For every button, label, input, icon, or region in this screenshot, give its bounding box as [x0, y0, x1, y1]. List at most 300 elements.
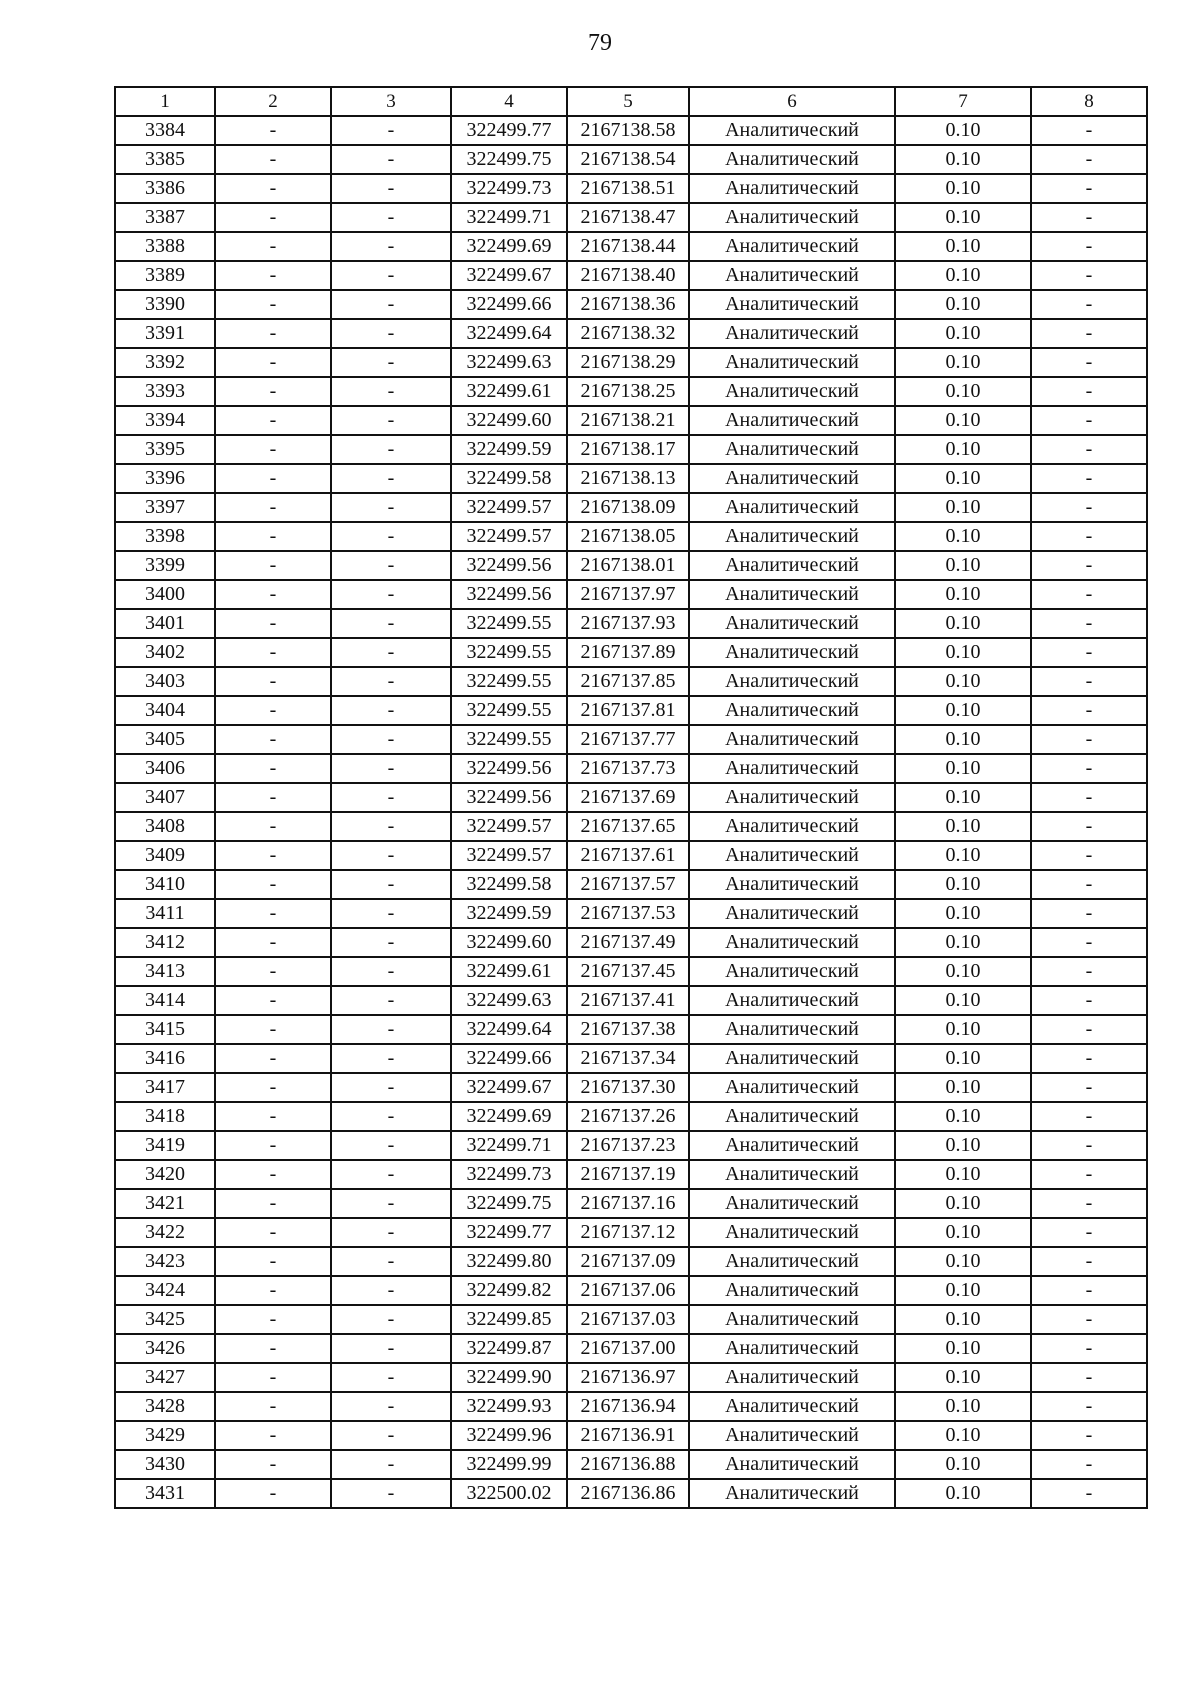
table-row	[115, 348, 1147, 377]
table-cell: Аналитический	[689, 174, 895, 203]
table-cell: -	[1031, 406, 1147, 435]
table-cell: 322499.63	[451, 986, 567, 1015]
table-cell: Аналитический	[689, 1450, 895, 1479]
table-cell: 0.10	[895, 667, 1031, 696]
table-cell: 0.10	[895, 493, 1031, 522]
table-cell: 322499.57	[451, 493, 567, 522]
table-cell: 0.10	[895, 174, 1031, 203]
table-cell: Аналитический	[689, 1392, 895, 1421]
table-cell: 0.10	[895, 928, 1031, 957]
table-cell: -	[331, 667, 451, 696]
table-row	[115, 1218, 1147, 1247]
table-cell: 2167137.85	[567, 667, 689, 696]
table-cell: -	[215, 348, 331, 377]
table-cell: -	[331, 290, 451, 319]
table-cell: 322500.02	[451, 1479, 567, 1508]
table-cell: -	[331, 1392, 451, 1421]
table-cell: -	[215, 1334, 331, 1363]
table-cell: 3392	[115, 348, 215, 377]
table-cell: -	[1031, 928, 1147, 957]
table-cell: 0.10	[895, 1392, 1031, 1421]
table-cell: -	[331, 1218, 451, 1247]
table-cell: -	[331, 1334, 451, 1363]
table-cell: 3403	[115, 667, 215, 696]
table-cell: 0.10	[895, 609, 1031, 638]
table-row	[115, 116, 1147, 145]
table-cell: 2167137.73	[567, 754, 689, 783]
table-row	[115, 1247, 1147, 1276]
table-cell: 3404	[115, 696, 215, 725]
page-number: 79	[588, 30, 612, 56]
table-cell: -	[1031, 1392, 1147, 1421]
table-row	[115, 957, 1147, 986]
table-cell: -	[215, 696, 331, 725]
table-cell: 0.10	[895, 841, 1031, 870]
table-row	[115, 1479, 1147, 1508]
column-header: 1	[115, 87, 215, 116]
table-cell: -	[331, 1015, 451, 1044]
table-cell: -	[1031, 841, 1147, 870]
table-cell: Аналитический	[689, 232, 895, 261]
table-cell: 322499.71	[451, 203, 567, 232]
table-cell: 3412	[115, 928, 215, 957]
table-cell: 2167137.57	[567, 870, 689, 899]
table-cell: 322499.77	[451, 1218, 567, 1247]
table-cell: 0.10	[895, 783, 1031, 812]
table-cell: -	[331, 232, 451, 261]
table-row	[115, 1392, 1147, 1421]
table-cell: 322499.58	[451, 464, 567, 493]
table-cell: -	[215, 928, 331, 957]
table-cell: 3385	[115, 145, 215, 174]
table-cell: 3401	[115, 609, 215, 638]
table-cell: -	[331, 145, 451, 174]
table-cell: 3391	[115, 319, 215, 348]
table-row	[115, 1073, 1147, 1102]
table-cell: -	[331, 1276, 451, 1305]
table-cell: 0.10	[895, 522, 1031, 551]
table-cell: 322499.75	[451, 1189, 567, 1218]
table-cell: 2167137.09	[567, 1247, 689, 1276]
table-cell: Аналитический	[689, 348, 895, 377]
table-cell: -	[215, 754, 331, 783]
table-cell: 3423	[115, 1247, 215, 1276]
table-cell: -	[1031, 1334, 1147, 1363]
table-cell: -	[215, 986, 331, 1015]
table-cell: 3395	[115, 435, 215, 464]
table-cell: 322499.60	[451, 406, 567, 435]
table-cell: -	[1031, 1015, 1147, 1044]
table-cell: 322499.80	[451, 1247, 567, 1276]
table-cell: Аналитический	[689, 1189, 895, 1218]
table-header-row	[115, 87, 1147, 116]
table-cell: Аналитический	[689, 667, 895, 696]
table-cell: 3398	[115, 522, 215, 551]
table-cell: 0.10	[895, 638, 1031, 667]
table-cell: Аналитический	[689, 580, 895, 609]
table-cell: -	[1031, 1131, 1147, 1160]
table-row	[115, 435, 1147, 464]
table-cell: -	[1031, 435, 1147, 464]
table-row	[115, 1015, 1147, 1044]
table-cell: 322499.73	[451, 1160, 567, 1189]
table-cell: -	[1031, 725, 1147, 754]
table-cell: 2167137.41	[567, 986, 689, 1015]
table-row	[115, 1131, 1147, 1160]
table-cell: 0.10	[895, 464, 1031, 493]
table-cell: -	[331, 551, 451, 580]
table-cell: Аналитический	[689, 203, 895, 232]
table-cell: -	[1031, 638, 1147, 667]
table-cell: Аналитический	[689, 783, 895, 812]
table-cell: -	[215, 1015, 331, 1044]
table-cell: -	[215, 522, 331, 551]
table-cell: -	[215, 1044, 331, 1073]
table-row	[115, 1044, 1147, 1073]
table-cell: 322499.55	[451, 667, 567, 696]
table-cell: -	[331, 377, 451, 406]
coordinates-table	[114, 86, 1148, 1509]
table-row	[115, 754, 1147, 783]
table-cell: -	[1031, 957, 1147, 986]
table-cell: -	[1031, 1247, 1147, 1276]
table-cell: -	[215, 116, 331, 145]
table-cell: 0.10	[895, 1102, 1031, 1131]
table-row	[115, 493, 1147, 522]
table-cell: 2167137.30	[567, 1073, 689, 1102]
table-cell: 0.10	[895, 1305, 1031, 1334]
table-cell: Аналитический	[689, 870, 895, 899]
table-cell: -	[215, 1247, 331, 1276]
table-cell: 322499.58	[451, 870, 567, 899]
table-cell: 3419	[115, 1131, 215, 1160]
column-header: 3	[331, 87, 451, 116]
table-cell: 2167137.26	[567, 1102, 689, 1131]
table-cell: 2167137.53	[567, 899, 689, 928]
table-cell: -	[331, 319, 451, 348]
table-row	[115, 1421, 1147, 1450]
table-cell: 322499.77	[451, 116, 567, 145]
table-cell: 3396	[115, 464, 215, 493]
table-cell: -	[215, 1479, 331, 1508]
table-cell: -	[215, 1073, 331, 1102]
table-cell: 2167137.34	[567, 1044, 689, 1073]
table-cell: 3418	[115, 1102, 215, 1131]
table-cell: -	[1031, 203, 1147, 232]
table-cell: 2167138.58	[567, 116, 689, 145]
table-cell: 2167138.54	[567, 145, 689, 174]
table-cell: Аналитический	[689, 261, 895, 290]
table-cell: 2167138.36	[567, 290, 689, 319]
table-cell: -	[331, 1189, 451, 1218]
table-cell: 2167136.97	[567, 1363, 689, 1392]
table-cell: -	[215, 812, 331, 841]
table-cell: -	[215, 1189, 331, 1218]
table-cell: 2167137.49	[567, 928, 689, 957]
table-cell: 2167137.38	[567, 1015, 689, 1044]
table-cell: -	[1031, 174, 1147, 203]
table-cell: 0.10	[895, 1044, 1031, 1073]
table-cell: 322499.82	[451, 1276, 567, 1305]
table-cell: 0.10	[895, 145, 1031, 174]
table-cell: 322499.87	[451, 1334, 567, 1363]
table-cell: Аналитический	[689, 1015, 895, 1044]
table-cell: Аналитический	[689, 1363, 895, 1392]
table-cell: 322499.66	[451, 1044, 567, 1073]
table-cell: 0.10	[895, 1247, 1031, 1276]
table-cell: -	[331, 783, 451, 812]
table-cell: 2167136.91	[567, 1421, 689, 1450]
table-cell: -	[331, 580, 451, 609]
table-cell: 3426	[115, 1334, 215, 1363]
table-cell: -	[331, 1363, 451, 1392]
table-cell: 3389	[115, 261, 215, 290]
table-row	[115, 1160, 1147, 1189]
table-cell: 3431	[115, 1479, 215, 1508]
table-cell: Аналитический	[689, 928, 895, 957]
table-cell: 0.10	[895, 1189, 1031, 1218]
table-cell: 2167138.47	[567, 203, 689, 232]
table-cell: 3420	[115, 1160, 215, 1189]
table-cell: 0.10	[895, 203, 1031, 232]
table-cell: Аналитический	[689, 1102, 895, 1131]
table-cell: -	[331, 1044, 451, 1073]
table-cell: 0.10	[895, 1131, 1031, 1160]
table-cell: Аналитический	[689, 812, 895, 841]
table-row	[115, 1305, 1147, 1334]
table-row	[115, 725, 1147, 754]
table-cell: 0.10	[895, 1334, 1031, 1363]
table-cell: 322499.63	[451, 348, 567, 377]
table-cell: -	[1031, 986, 1147, 1015]
table-cell: -	[331, 348, 451, 377]
table-cell: Аналитический	[689, 1044, 895, 1073]
table-row	[115, 406, 1147, 435]
table-row	[115, 203, 1147, 232]
table-cell: -	[331, 1160, 451, 1189]
table-cell: 322499.55	[451, 696, 567, 725]
table-cell: -	[215, 319, 331, 348]
table-cell: -	[215, 667, 331, 696]
table-cell: -	[215, 1276, 331, 1305]
table-cell: -	[1031, 290, 1147, 319]
table-cell: 322499.75	[451, 145, 567, 174]
table-cell: -	[1031, 1044, 1147, 1073]
table-cell: 3386	[115, 174, 215, 203]
table-cell: -	[331, 493, 451, 522]
table-cell: 0.10	[895, 870, 1031, 899]
table-cell: 0.10	[895, 290, 1031, 319]
table-cell: Аналитический	[689, 957, 895, 986]
table-cell: -	[215, 638, 331, 667]
table-cell: -	[1031, 232, 1147, 261]
table-cell: -	[215, 493, 331, 522]
table-cell: -	[215, 464, 331, 493]
table-cell: -	[215, 290, 331, 319]
table-cell: 2167137.81	[567, 696, 689, 725]
table-cell: -	[1031, 1189, 1147, 1218]
table-cell: 2167138.51	[567, 174, 689, 203]
table-cell: 2167138.01	[567, 551, 689, 580]
table-cell: -	[215, 406, 331, 435]
table-cell: 2167138.17	[567, 435, 689, 464]
table-cell: 3413	[115, 957, 215, 986]
table-cell: 3428	[115, 1392, 215, 1421]
table-cell: 322499.69	[451, 1102, 567, 1131]
table-cell: 2167137.61	[567, 841, 689, 870]
table-cell: 3417	[115, 1073, 215, 1102]
column-header: 5	[567, 87, 689, 116]
table-cell: 322499.90	[451, 1363, 567, 1392]
table-cell: 2167137.00	[567, 1334, 689, 1363]
table-cell: 0.10	[895, 1450, 1031, 1479]
table-cell: -	[215, 1450, 331, 1479]
table-cell: -	[331, 261, 451, 290]
table-cell: -	[1031, 116, 1147, 145]
table-row	[115, 812, 1147, 841]
table-row	[115, 841, 1147, 870]
table-row	[115, 377, 1147, 406]
table-cell: -	[215, 203, 331, 232]
table-cell: 3405	[115, 725, 215, 754]
table-cell: -	[331, 899, 451, 928]
table-cell: -	[1031, 667, 1147, 696]
table-cell: Аналитический	[689, 522, 895, 551]
table-cell: -	[1031, 261, 1147, 290]
table-cell: 0.10	[895, 580, 1031, 609]
table-cell: Аналитический	[689, 1218, 895, 1247]
table-row	[115, 609, 1147, 638]
table-cell: -	[215, 1160, 331, 1189]
table-cell: 3425	[115, 1305, 215, 1334]
table-cell: Аналитический	[689, 290, 895, 319]
table-cell: Аналитический	[689, 1305, 895, 1334]
table-cell: 322499.60	[451, 928, 567, 957]
table-row	[115, 638, 1147, 667]
table-cell: -	[331, 1131, 451, 1160]
table-cell: 322499.56	[451, 754, 567, 783]
table-cell: 3408	[115, 812, 215, 841]
table-cell: 2167137.23	[567, 1131, 689, 1160]
table-cell: -	[331, 1247, 451, 1276]
table-cell: -	[215, 841, 331, 870]
table-cell: -	[1031, 377, 1147, 406]
table-cell: 2167138.32	[567, 319, 689, 348]
table-cell: -	[215, 609, 331, 638]
table-cell: 0.10	[895, 986, 1031, 1015]
table-cell: 322499.64	[451, 319, 567, 348]
table-cell: 322499.57	[451, 841, 567, 870]
table-cell: -	[1031, 348, 1147, 377]
table-cell: 3393	[115, 377, 215, 406]
table-cell: -	[1031, 1276, 1147, 1305]
table-cell: 0.10	[895, 551, 1031, 580]
table-cell: -	[1031, 1305, 1147, 1334]
table-cell: 2167137.93	[567, 609, 689, 638]
table-cell: -	[1031, 1363, 1147, 1392]
table-cell: 322499.66	[451, 290, 567, 319]
table-cell: 2167136.94	[567, 1392, 689, 1421]
table-row	[115, 261, 1147, 290]
table-cell: -	[331, 609, 451, 638]
table-cell: 2167138.44	[567, 232, 689, 261]
table-cell: Аналитический	[689, 1479, 895, 1508]
table-cell: 322499.96	[451, 1421, 567, 1450]
table-cell: Аналитический	[689, 696, 895, 725]
table-cell: 0.10	[895, 1276, 1031, 1305]
table-cell: 0.10	[895, 1479, 1031, 1508]
table-cell: -	[331, 870, 451, 899]
table-cell: -	[1031, 754, 1147, 783]
table-cell: 2167137.45	[567, 957, 689, 986]
column-header: 7	[895, 87, 1031, 116]
table-cell: 0.10	[895, 899, 1031, 928]
table-cell: 2167136.88	[567, 1450, 689, 1479]
table-cell: 322499.55	[451, 638, 567, 667]
table-cell: -	[331, 406, 451, 435]
table-cell: -	[1031, 870, 1147, 899]
table-row	[115, 232, 1147, 261]
table-cell: -	[1031, 1421, 1147, 1450]
table-cell: Аналитический	[689, 493, 895, 522]
table-cell: -	[215, 145, 331, 174]
table-cell: -	[215, 1421, 331, 1450]
table-cell: 3414	[115, 986, 215, 1015]
table-cell: -	[331, 696, 451, 725]
table-cell: 322499.99	[451, 1450, 567, 1479]
table-cell: Аналитический	[689, 1247, 895, 1276]
table-cell: 0.10	[895, 435, 1031, 464]
table-cell: Аналитический	[689, 406, 895, 435]
table-cell: Аналитический	[689, 986, 895, 1015]
table-cell: -	[215, 783, 331, 812]
table-cell: 322499.67	[451, 1073, 567, 1102]
table-cell: 2167138.29	[567, 348, 689, 377]
table-cell: 2167137.65	[567, 812, 689, 841]
table-cell: -	[331, 725, 451, 754]
table-row	[115, 174, 1147, 203]
table-cell: 322499.55	[451, 609, 567, 638]
column-header: 4	[451, 87, 567, 116]
table-cell: -	[1031, 551, 1147, 580]
table-cell: 3406	[115, 754, 215, 783]
table-cell: 3399	[115, 551, 215, 580]
table-cell: Аналитический	[689, 899, 895, 928]
table-cell: 3427	[115, 1363, 215, 1392]
table-cell: Аналитический	[689, 1276, 895, 1305]
table-cell: 3429	[115, 1421, 215, 1450]
table-cell: -	[1031, 580, 1147, 609]
table-cell: Аналитический	[689, 1160, 895, 1189]
table-cell: -	[1031, 522, 1147, 551]
table-cell: Аналитический	[689, 1073, 895, 1102]
table-cell: 2167137.12	[567, 1218, 689, 1247]
table-cell: Аналитический	[689, 377, 895, 406]
table-cell: -	[331, 1421, 451, 1450]
table-cell: 2167138.09	[567, 493, 689, 522]
table-cell: -	[215, 1102, 331, 1131]
table-cell: -	[215, 580, 331, 609]
table-cell: -	[215, 261, 331, 290]
table-cell: 322499.61	[451, 957, 567, 986]
table-cell: -	[1031, 145, 1147, 174]
table-cell: Аналитический	[689, 1421, 895, 1450]
table-cell: 2167136.86	[567, 1479, 689, 1508]
table-cell: -	[1031, 1160, 1147, 1189]
table-cell: -	[215, 174, 331, 203]
table-cell: -	[1031, 899, 1147, 928]
table-cell: 3410	[115, 870, 215, 899]
